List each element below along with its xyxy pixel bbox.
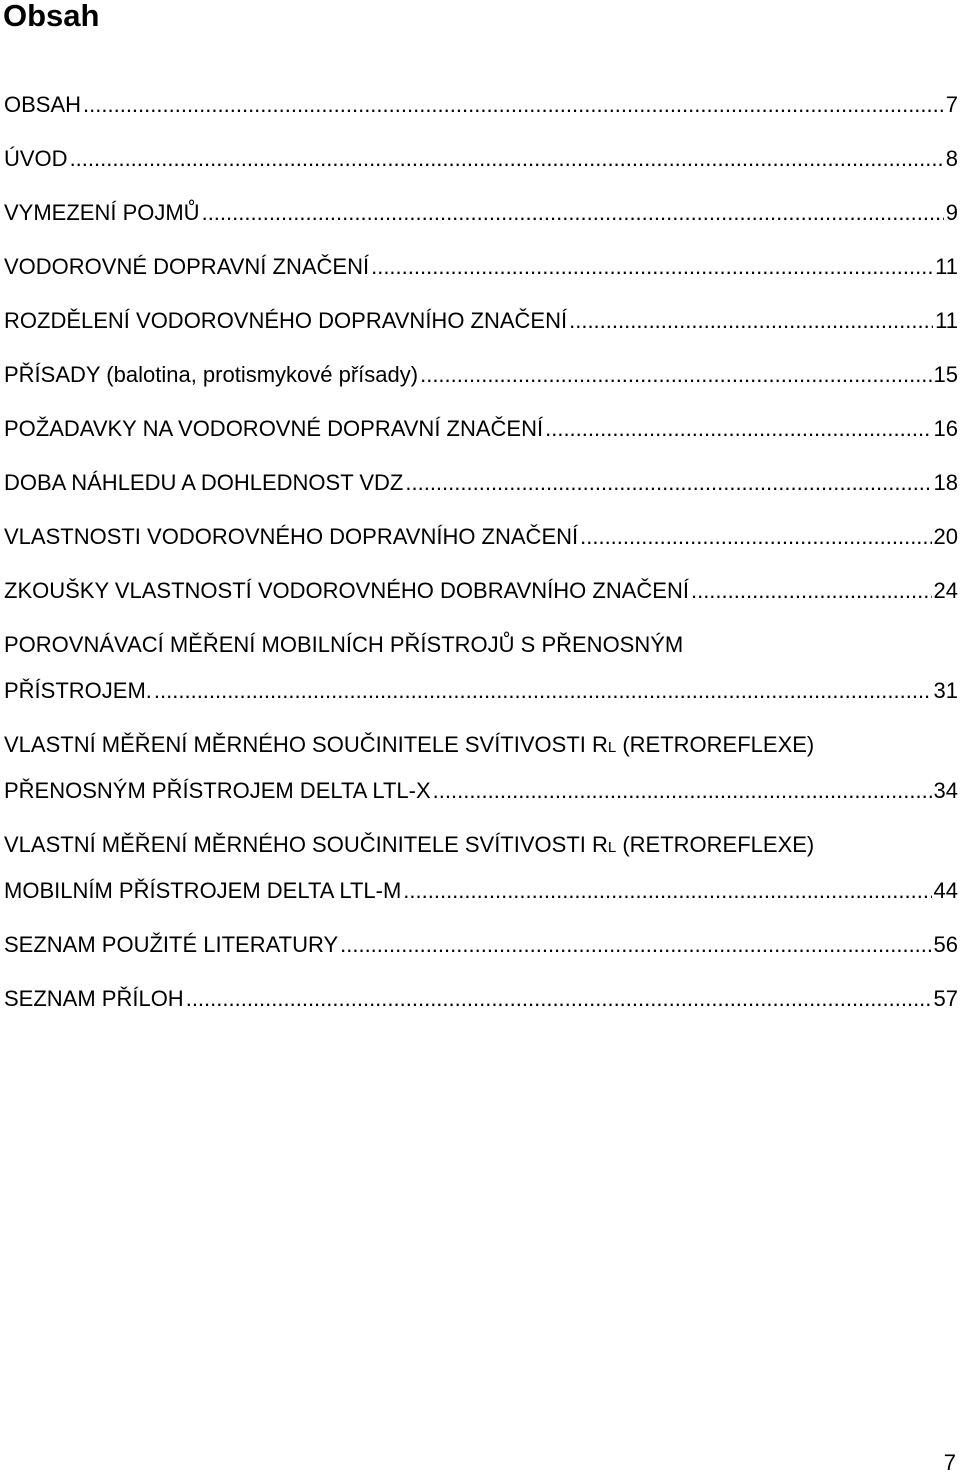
toc-entry-pozadavky[interactable] [4,416,958,442]
toc-entry-page: 9 [945,200,958,225]
toc-entry-page: 18 [933,470,958,495]
toc-entry-obsah[interactable] [4,92,958,118]
toc-entry-page: 44 [933,878,958,903]
toc-entry-text: PŘÍSADY (balotina, protismykové přísady) [4,362,419,387]
table-of-contents [4,92,958,1040]
toc-entry-text-main: VLASTNÍ MĚŘENÍ MĚRNÉHO SOUČINITELE SVÍTIVOSTI R [4,832,608,857]
toc-dot-leader [433,778,932,804]
page-number: 7 [943,1450,956,1475]
toc-entry-page: 16 [933,416,958,441]
toc-entry-page: 11 [935,308,958,333]
toc-entry-text: ROZDĚLENÍ VODOROVNÉHO DOPRAVNÍHO ZNAČENÍ [4,308,568,333]
toc-entry-text [4,732,814,761]
toc-entry-vodorovne-dopravni-znaceni[interactable] [4,254,958,280]
toc-dot-leader [202,200,944,226]
toc-entry-text: VLASTNOSTI VODOROVNÉHO DOPRAVNÍHO ZNAČENÍ [4,524,579,549]
toc-entry-page: 11 [935,254,958,279]
toc-dot-leader [340,932,931,958]
toc-entry-text: POROVNÁVACÍ MĚŘENÍ MOBILNÍCH PŘÍSTROJŮ S PŘENOSNÝM [4,632,684,657]
toc-entry-vlastnosti[interactable] [4,524,958,550]
toc-dot-leader [154,678,932,704]
toc-entry-text-tail: (RETROREFLEXE) [616,832,815,857]
toc-entry-page: 34 [933,778,958,803]
toc-dot-leader [691,578,932,604]
toc-entry-page: 20 [933,524,958,549]
toc-dot-leader [83,92,944,118]
toc-dot-leader [580,524,931,550]
toc-entry-seznam-literatury[interactable] [4,932,958,958]
toc-entry-mereni-prenosnym[interactable] [4,732,958,804]
toc-entry-page: 15 [933,362,958,387]
toc-entry-doba-nahledu[interactable] [4,470,958,496]
page-title: Obsah [3,0,100,33]
toc-dot-leader [403,878,931,904]
toc-entry-text: ZKOUŠKY VLASTNOSTÍ VODOROVNÉHO DOBRAVNÍHO ZNAČENÍ [4,578,689,603]
toc-entry-page: 24 [933,578,958,603]
toc-dot-leader [405,470,931,496]
toc-entry-zkousky[interactable] [4,578,958,604]
toc-entry-uvod[interactable] [4,146,958,172]
toc-dot-leader [70,146,944,172]
toc-entry-mereni-mobilnim[interactable] [4,832,958,904]
toc-entry-rozdeleni[interactable] [4,308,958,334]
toc-entry-text: SEZNAM POUŽITÉ LITERATURY [4,932,339,957]
toc-entry-porovnavaci-mereni[interactable] [4,632,958,704]
toc-dot-leader [186,986,932,1012]
toc-entry-text-tail: (RETROREFLEXE) [616,732,815,757]
toc-entry-prisady[interactable] [4,362,958,388]
toc-entry-text: OBSAH [4,92,82,117]
toc-entry-text-continued: PŘENOSNÝM PŘÍSTROJEM DELTA LTL-X [4,778,431,803]
toc-entry-text: DOBA NÁHLEDU A DOHLEDNOST VDZ [4,470,404,495]
toc-entry-text-continued: MOBILNÍM PŘÍSTROJEM DELTA LTL-M [4,878,402,903]
toc-entry-text-subscript: L [607,739,617,756]
toc-entry-page: 56 [933,932,958,957]
toc-dot-leader [371,254,933,280]
toc-dot-leader [569,308,933,334]
toc-entry-page: 31 [933,678,958,703]
toc-entry-text: POŽADAVKY NA VODOROVNÉ DOPRAVNÍ ZNAČENÍ [4,416,544,441]
toc-entry-text-subscript: L [607,839,617,856]
toc-entry-text-continued: PŘÍSTROJEM. [4,678,152,703]
toc-entry-page: 57 [933,986,958,1011]
toc-entry-text: SEZNAM PŘÍLOH [4,986,184,1011]
toc-entry-text: VODOROVNÉ DOPRAVNÍ ZNAČENÍ [4,254,370,279]
toc-entry-seznam-priloh[interactable] [4,986,958,1012]
toc-entry-page: 7 [945,92,958,117]
toc-entry-text: VYMEZENÍ POJMŮ [4,200,200,225]
toc-dot-leader [420,362,931,388]
toc-entry-text [4,832,814,861]
toc-entry-page: 8 [945,146,958,171]
toc-entry-vymezeni-pojmu[interactable] [4,200,958,226]
toc-entry-text: ÚVOD [4,146,68,171]
toc-entry-text-main: VLASTNÍ MĚŘENÍ MĚRNÉHO SOUČINITELE SVÍTIVOSTI R [4,732,608,757]
toc-dot-leader [545,416,931,442]
